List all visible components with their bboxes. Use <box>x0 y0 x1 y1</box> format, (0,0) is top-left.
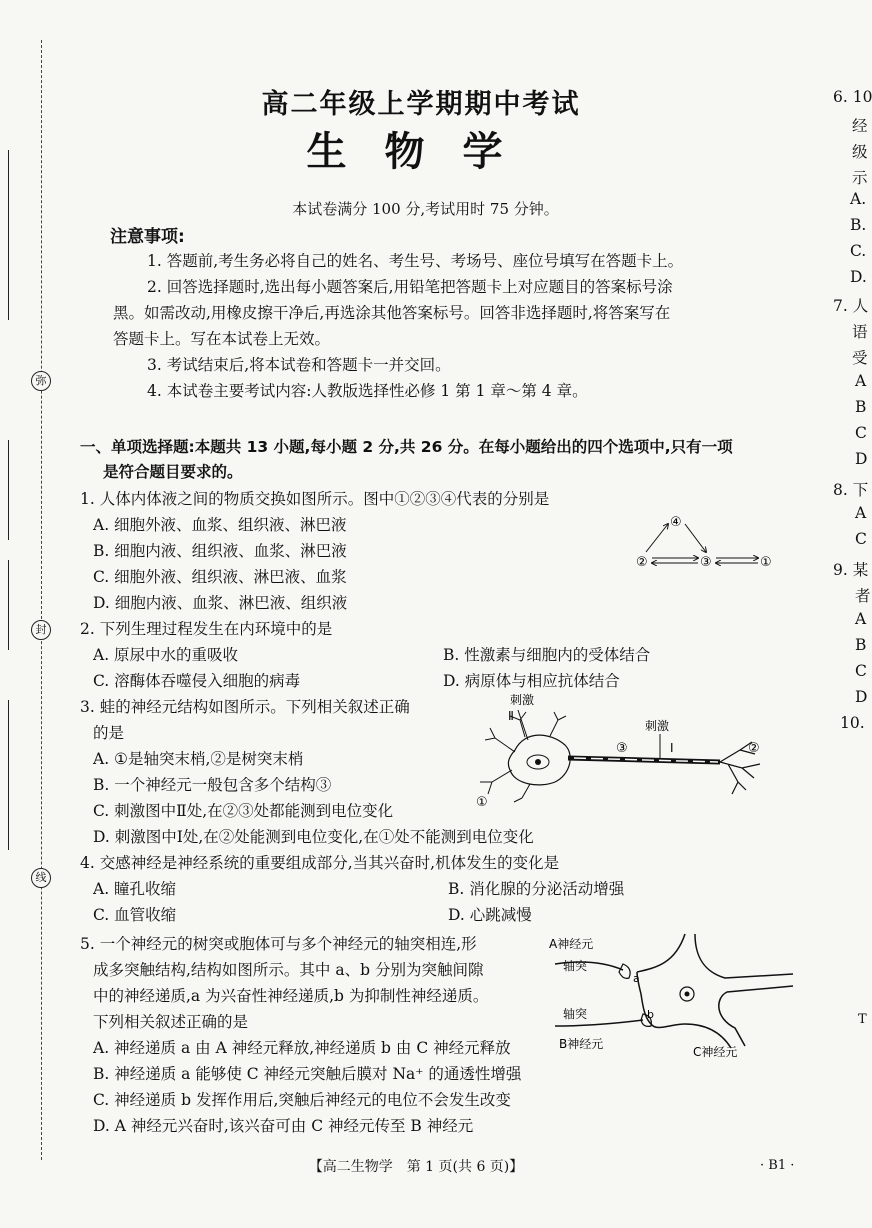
right-col-line-18: C <box>855 530 867 548</box>
q3-label-3: ③ <box>616 741 628 756</box>
section-heading-line2: 是符合题目要求的。 <box>103 463 243 481</box>
q5-label-axon-2: 轴突 <box>563 1007 588 1021</box>
right-col-line-6: B. <box>850 216 867 234</box>
q3-stim-arrow-2 <box>518 710 528 740</box>
q3-label-1: ① <box>476 795 488 810</box>
q1-option-a: A. 细胞外液、血浆、组织液、淋巴液 <box>93 516 347 534</box>
q2-stem: 2. 下列生理过程发生在内环境中的是 <box>80 620 333 638</box>
right-col-line-19: 9. 某 <box>833 561 869 579</box>
notice-line-4: 答题卡上。写在本试卷上无效。 <box>113 330 331 348</box>
q5-terminal-a <box>619 964 630 978</box>
q5-option-a: A. 神经递质 a 由 A 神经元释放,神经递质 b 由 C 神经元释放 <box>93 1039 511 1057</box>
q3-option-a: A. ①是轴突末梢,②是树突末梢 <box>93 750 304 768</box>
q1-stem: 1. 人体内体液之间的物质交换如图所示。图中①②③④代表的分别是 <box>80 490 550 508</box>
q3-label-roman1: Ⅰ <box>670 741 674 755</box>
q5-label-b: b <box>647 1008 654 1021</box>
q3-label-roman2: Ⅱ <box>508 709 514 723</box>
right-col-line-13: B <box>855 398 867 416</box>
margin-line-low <box>8 700 9 850</box>
right-col-line-10: 语 <box>852 323 868 341</box>
q3-stem-line2: 的是 <box>93 724 125 742</box>
notice-line-1: 1. 答题前,考生务必将自己的姓名、考生号、考场号、座位号填写在答题卡上。 <box>147 252 684 270</box>
right-col-line-12: A <box>855 372 867 390</box>
right-col-line-23: C <box>855 662 867 680</box>
exam-info: 本试卷满分 100 分,考试用时 75 分钟。 <box>292 200 559 218</box>
q4-stem: 4. 交感神经是神经系统的重要组成部分,当其兴奋时,机体发生的变化是 <box>80 854 560 872</box>
right-col-line-4: 示 <box>852 169 868 187</box>
q2-option-d: D. 病原体与相应抗体结合 <box>443 672 620 690</box>
q1-node-3: ③ <box>700 555 712 570</box>
seal-xian: 线 <box>31 868 51 888</box>
q5-option-d: D. A 神经元兴奋时,该兴奋可由 C 神经元传至 B 神经元 <box>93 1117 474 1135</box>
seal-feng: 封 <box>31 620 51 640</box>
seal-mi: 弥 <box>31 371 51 391</box>
right-col-line-11: 受 <box>852 349 868 367</box>
q5-synapse-diagram <box>545 928 795 1066</box>
q3-label-stim-top: 刺激 <box>510 693 535 707</box>
right-col-line-9: 7. 人 <box>833 297 869 315</box>
q1-arrow-2-4 <box>646 524 668 552</box>
q5-label-a-neuron: A神经元 <box>549 937 594 951</box>
q3-neuron-diagram <box>470 690 780 810</box>
q4-option-b: B. 消化腺的分泌活动增强 <box>448 880 625 898</box>
right-col-line-25: 10. <box>840 714 865 732</box>
q3-nucleolus <box>535 759 541 765</box>
q1-option-c: C. 细胞外液、组织液、淋巴液、血浆 <box>93 568 347 586</box>
page-footer: 【高二生物学 第 1 页(共 6 页)】 <box>308 1159 524 1175</box>
q1-diagram <box>630 508 780 574</box>
q2-option-b: B. 性激素与细胞内的受体结合 <box>443 646 651 664</box>
q5-label-axon-1: 轴突 <box>563 959 588 973</box>
q5-label-b-neuron: B神经元 <box>559 1037 604 1051</box>
right-col-line-24: D <box>855 688 868 706</box>
q1-node-2: ② <box>636 555 648 570</box>
q5-c-neuron-body <box>637 934 793 1048</box>
q5-option-b: B. 神经递质 a 能够使 C 神经元突触后膜对 Na⁺ 的通透性增强 <box>93 1065 522 1083</box>
q3-label-2: ② <box>748 741 760 756</box>
margin-line-mid <box>8 440 9 540</box>
notice-line-6: 4. 本试卷主要考试内容:人教版选择性必修 1 第 1 章～第 4 章。 <box>147 382 588 400</box>
q2-option-a: A. 原尿中水的重吸收 <box>93 646 239 664</box>
exam-title: 高二年级上学期期中考试 <box>261 89 581 120</box>
q4-option-c: C. 血管收缩 <box>93 906 177 924</box>
right-col-line-16: 8. 下 <box>833 481 869 499</box>
page-code: · B1 · <box>760 1158 795 1173</box>
q3-option-b: B. 一个神经元一般包含多个结构③ <box>93 776 332 794</box>
q3-option-d: D. 刺激图中Ⅰ处,在②处能测到电位变化,在①处不能测到电位变化 <box>93 828 534 846</box>
q4-option-d: D. 心跳减慢 <box>448 906 532 924</box>
q3-option-c: C. 刺激图中Ⅱ处,在②③处都能测到电位变化 <box>93 802 394 820</box>
right-col-line-7: C. <box>850 242 867 260</box>
right-col-line-14: C <box>855 424 867 442</box>
q5-stem-line4: 下列相关叙述正确的是 <box>93 1013 249 1031</box>
q2-option-c: C. 溶酶体吞噬侵入细胞的病毒 <box>93 672 301 690</box>
right-col-line-17: A <box>855 504 867 522</box>
right-col-line-8: D. <box>850 268 867 286</box>
q5-label-c-neuron: C神经元 <box>693 1045 738 1059</box>
q5-c-nucleolus <box>685 992 690 997</box>
right-col-line-5: A. <box>850 190 867 208</box>
q5-option-c: C. 神经递质 b 发挥作用后,突触后神经元的电位不会发生改变 <box>93 1091 511 1109</box>
right-col-line-1: 6. 10 <box>833 88 872 106</box>
q3-label-stim-right: 刺激 <box>645 719 670 733</box>
notice-line-2: 2. 回答选择题时,选出每小题答案后,用铅笔把答题卡上对应题目的答案标号涂 <box>147 278 673 296</box>
right-col-line-26: T <box>858 1012 867 1027</box>
q5-stem-line1: 5. 一个神经元的树突或胞体可与多个神经元的轴突相连,形 <box>80 935 477 953</box>
q1-node-1: ① <box>760 555 772 570</box>
q5-stem-line2: 成多突触结构,结构如图所示。其中 a、b 分别为突触间隙 <box>93 961 484 979</box>
q5-stem-line3: 中的神经递质,a 为兴奋性神经递质,b 为抑制性神经递质。 <box>93 987 489 1005</box>
subject-title: 生物学 <box>306 129 541 175</box>
q1-arrow-4-3 <box>685 524 706 552</box>
right-col-line-15: D <box>855 450 868 468</box>
right-col-line-3: 级 <box>852 143 868 161</box>
q4-option-a: A. 瞳孔收缩 <box>93 880 177 898</box>
section-heading-line1: 一、单项选择题:本题共 13 小题,每小题 2 分,共 26 分。在每小题给出的四个选项中,只有一项 <box>80 438 733 456</box>
right-col-line-21: A <box>855 610 867 628</box>
notice-line-3: 黑。如需改动,用橡皮擦干净后,再选涂其他答案标号。回答非选择题时,将答案写在 <box>113 304 671 322</box>
q1-option-d: D. 细胞内液、血浆、淋巴液、组织液 <box>93 594 348 612</box>
notice-heading: 注意事项: <box>110 227 185 247</box>
right-col-line-20: 者 <box>855 587 871 605</box>
margin-line-mid2 <box>8 560 9 650</box>
right-col-line-22: B <box>855 636 867 654</box>
notice-line-5: 3. 考试结束后,将本试卷和答题卡一并交回。 <box>147 356 451 374</box>
right-col-line-2: 经 <box>852 117 868 135</box>
q1-option-b: B. 细胞内液、组织液、血浆、淋巴液 <box>93 542 347 560</box>
q5-label-a: a <box>633 972 640 985</box>
q3-stem-line1: 3. 蛙的神经元结构如图所示。下列相关叙述正确 <box>80 698 410 716</box>
q1-node-4: ④ <box>670 515 682 530</box>
